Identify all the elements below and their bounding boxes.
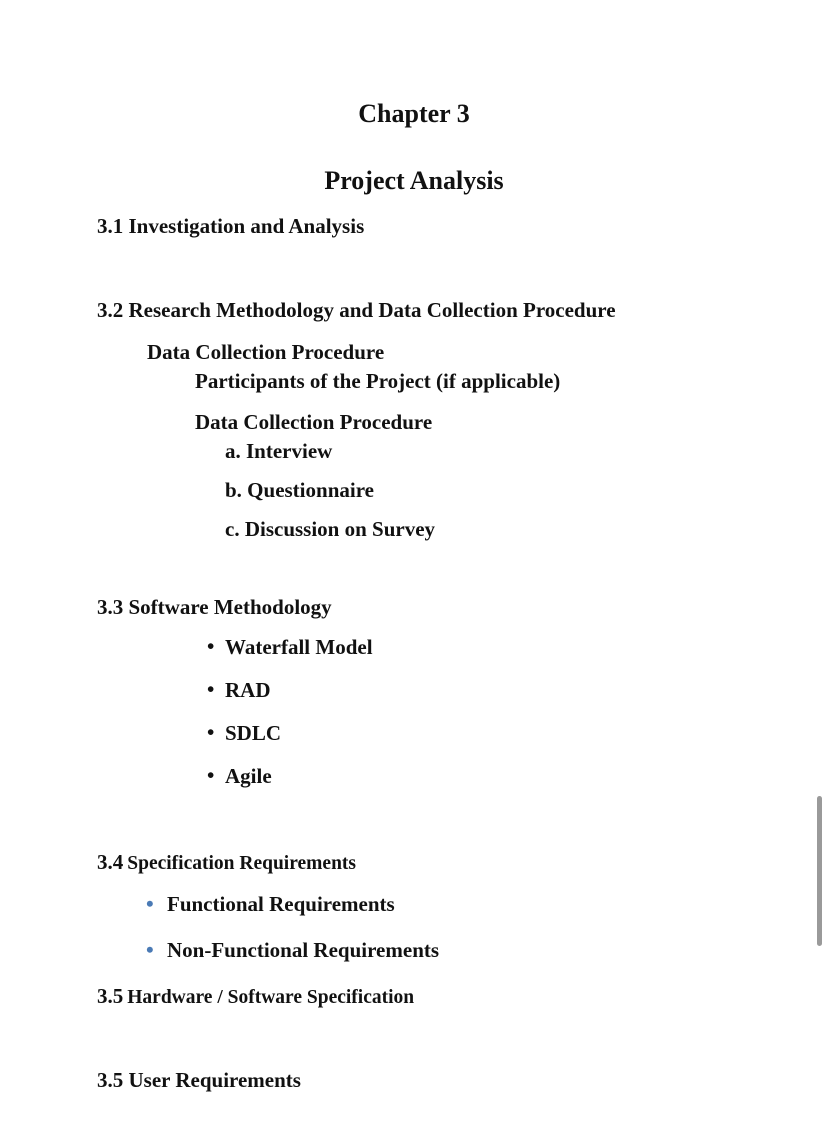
list-item-non-functional: Non-Functional Requirements [167,938,440,962]
list-item-questionnaire: b. Questionnaire [225,478,374,502]
participants-subheading: Participants of the Project (if applicable) [195,369,561,393]
list-item-waterfall: Waterfall Model [225,635,373,659]
section-3-4-label: Specification Requirements [127,853,356,874]
list-item-sdlc: SDLC [225,721,282,745]
data-collection-procedure-subheading: Data Collection Procedure [195,410,433,434]
chapter-heading: Chapter 3 [358,99,470,128]
bullet-icon: • [207,634,215,658]
section-3-5-heading [97,986,414,1008]
section-3-1-heading: 3.1 Investigation and Analysis [97,214,365,238]
section-3-2-heading: 3.2 Research Methodology and Data Collection Procedure [97,298,616,322]
data-collection-subheading: Data Collection Procedure [147,340,385,364]
section-3-4-heading [97,852,356,874]
bullet-icon: • [207,720,215,744]
section-3-3-heading: 3.3 Software Methodology [97,595,332,619]
list-item-rad: RAD [225,678,271,702]
page-title: Project Analysis [324,166,504,195]
list-item-functional: Functional Requirements [167,892,395,916]
list-item-discussion: c. Discussion on Survey [225,517,436,541]
bullet-icon: • [207,677,215,701]
list-item-interview: a. Interview [225,439,333,463]
bullet-icon: • [207,763,215,787]
section-3-5-label: Hardware / Software Specification [127,987,415,1008]
bullet-icon: • [146,937,154,962]
vertical-scrollbar[interactable] [817,796,822,946]
section-3-4-number: 3.4 [97,850,124,874]
section-3-5-user-requirements-heading: 3.5 User Requirements [97,1068,301,1092]
bullet-icon: • [146,891,154,916]
list-item-agile: Agile [225,764,272,788]
section-3-5-number: 3.5 [97,984,124,1008]
